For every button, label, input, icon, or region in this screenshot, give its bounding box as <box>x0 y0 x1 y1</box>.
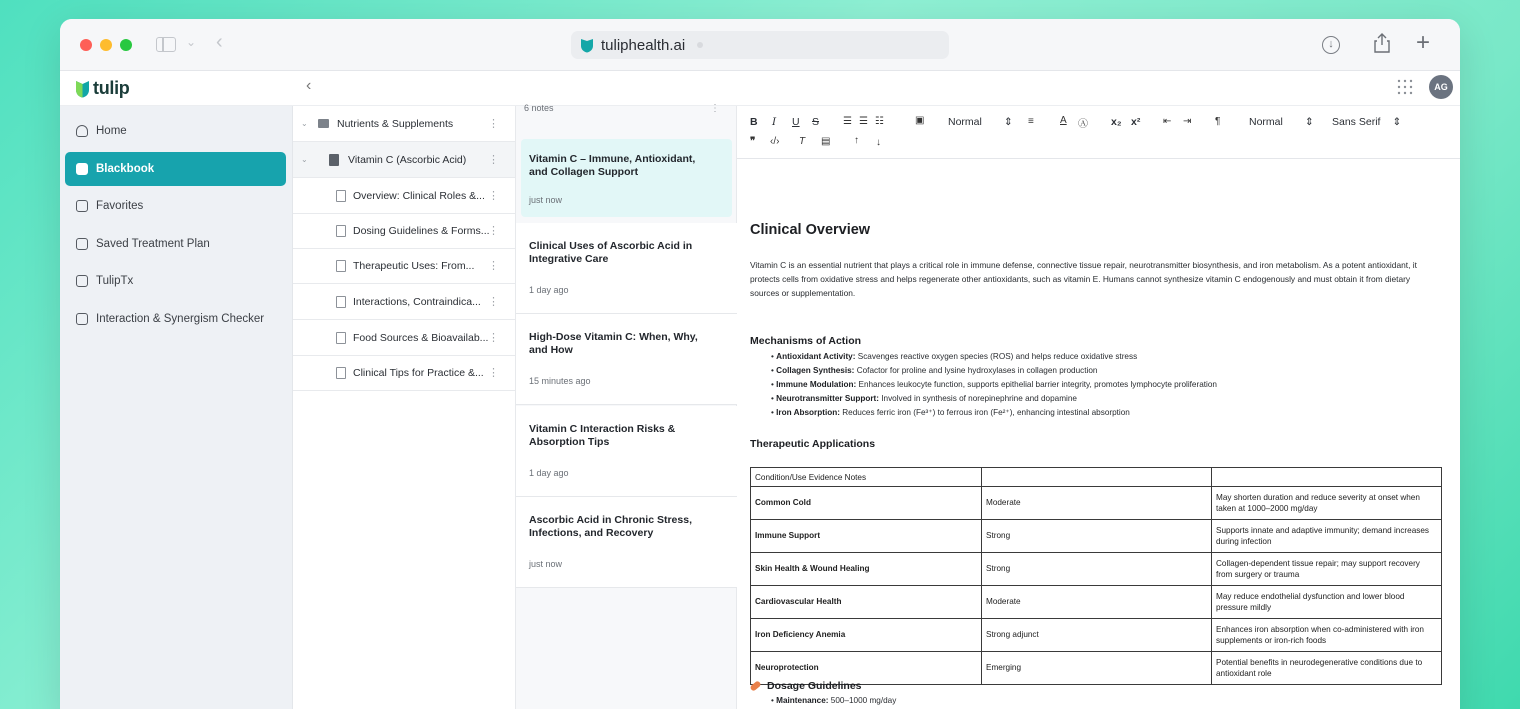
notes-count: 6 notes <box>524 103 554 113</box>
table-row <box>751 553 1442 586</box>
intro-paragraph: Vitamin C is an essential nutrient that plays a critical role in immune defense, connective tissue repair, neurotransmitter biosynthesis, and iron metabolism. As a potent antioxidant, it protects cells from oxidative stress and helps regenerate other antioxidants, such as vitamin E. Humans cannot synthesize vitamin C endogenously and must obtain it from dietary sources or supplementation. <box>750 260 1417 298</box>
notes-cell: Enhances iron absorption when co-administered with iron supplements or iron-rich foods <box>1212 619 1442 652</box>
notebook-icon <box>329 154 339 166</box>
save-icon <box>76 238 88 250</box>
more-vertical-icon[interactable]: ⋮ <box>488 118 499 130</box>
sidebar-item-favorites[interactable] <box>65 189 286 223</box>
dosage-list <box>771 694 896 708</box>
tree-doc-label: Dosing Guidelines & Forms... <box>353 224 490 237</box>
chevron-down-icon[interactable]: ⌄ <box>301 155 308 164</box>
note-time: 1 day ago <box>529 468 569 478</box>
image-icon[interactable]: ▣ <box>915 115 925 126</box>
note-title: Vitamin C – Immune, Antioxidant, and Collagen Support <box>529 153 696 178</box>
mechanisms-heading: Mechanisms of Action <box>750 335 862 347</box>
list-item-text: Cofactor for proline and lysine hydroxylases in collagen production <box>854 366 1098 376</box>
editor-toolbar <box>737 106 1460 159</box>
tulip-logo[interactable] <box>75 78 130 99</box>
list-item-text: 500–1000 mg/day <box>828 696 897 705</box>
logo-text: tulip <box>93 78 130 98</box>
table-header-cell <box>982 468 1212 487</box>
sidebar-item-label: Favorites <box>96 200 144 212</box>
clipboard-icon <box>76 275 88 287</box>
applications-table <box>750 467 1442 685</box>
list-item: • Collagen Synthesis: Cofactor for proline and lysine hydroxylases in collagen production <box>771 366 1098 376</box>
list-item-term: Immune Modulation: <box>776 380 857 390</box>
tree-doc-label: Clinical Tips for Practice &... <box>353 366 484 379</box>
blockquote-icon[interactable]: ❞ <box>750 136 756 147</box>
table-row <box>751 586 1442 619</box>
condition-cell: Skin Health & Wound Healing <box>751 553 982 586</box>
back-arrow-icon[interactable]: ‹ <box>216 31 223 53</box>
collapse-sidebar-button[interactable]: ‹ <box>306 77 312 94</box>
editor-content[interactable] <box>750 159 1450 709</box>
note-card[interactable] <box>521 139 732 217</box>
condition-cell: Cardiovascular Health <box>751 586 982 619</box>
more-vertical-icon[interactable]: ⋮ <box>488 367 499 379</box>
sidebar-item-label: Saved Treatment Plan <box>96 238 210 250</box>
applications-heading: Therapeutic Applications <box>750 438 876 450</box>
mechanisms-list <box>771 350 1217 420</box>
sidebar-item-label: TulipTx <box>96 275 134 287</box>
note-time: 15 minutes ago <box>529 376 591 386</box>
address-bar[interactable] <box>571 31 949 59</box>
document-icon <box>336 296 346 308</box>
condition-cell: Iron Deficiency Anemia <box>751 619 982 652</box>
home-icon <box>76 125 88 137</box>
note-card[interactable] <box>516 497 737 588</box>
page-status-dot <box>697 42 703 48</box>
sidebar-item-label: Home <box>96 125 127 137</box>
notes-cell: May shorten duration and reduce severity at onset when taken at 1000–2000 mg/day <box>1212 487 1442 520</box>
pill-icon <box>750 680 762 692</box>
close-window-button[interactable] <box>80 39 92 51</box>
table-row <box>751 487 1442 520</box>
bookmark-icon <box>76 200 88 212</box>
tree-book-label: Vitamin C (Ascorbic Acid) <box>348 153 467 166</box>
evidence-cell: Strong adjunct <box>982 619 1212 652</box>
italic-button[interactable]: I <box>772 116 777 128</box>
note-time: just now <box>529 559 563 569</box>
list-item-term: Iron Absorption: <box>776 408 840 418</box>
table-header-cell <box>1212 468 1442 487</box>
share-icon[interactable] <box>1374 33 1390 58</box>
condition-cell: Immune Support <box>751 520 982 553</box>
tulip-logo-icon <box>75 80 90 98</box>
notes-cell: May reduce endothelial dysfunction and lower blood pressure mildly <box>1212 586 1442 619</box>
tree-doc-label: Interactions, Contraindica... <box>353 295 481 308</box>
note-time: 1 day ago <box>529 285 569 295</box>
sidebar-item-saved-treatment-plan[interactable] <box>65 227 286 261</box>
download-icon[interactable]: ↓ <box>1322 36 1340 54</box>
list-item-text: Involved in synthesis of norepinephrine and dopamine <box>878 394 1077 404</box>
indent-icon[interactable]: ⇥ <box>1183 116 1192 127</box>
tree-folder-label: Nutrients & Supplements <box>337 117 454 130</box>
heading-select-value: Normal <box>948 116 982 128</box>
list-item-text: Reduces ferric iron (Fe³⁺) to ferrous iron (Fe²⁺), enhancing intestinal absorption <box>839 408 1130 418</box>
notes-cell: Potential benefits in neurodegenerative conditions due to antioxidant role <box>1212 652 1442 685</box>
evidence-cell: Emerging <box>982 652 1212 685</box>
align-icon[interactable]: ≡ <box>1028 116 1034 127</box>
apps-grid-icon[interactable] <box>1397 79 1413 95</box>
tree-doc-row[interactable] <box>293 284 515 320</box>
note-editor <box>737 106 1460 709</box>
highlight-color-icon[interactable]: Ⓐ <box>1078 119 1088 130</box>
heading-select[interactable] <box>948 116 1013 128</box>
sidebar-item-tuliptx[interactable] <box>65 264 286 298</box>
checklist-icon[interactable]: ☷ <box>875 116 884 127</box>
sidebar-toggle-icon[interactable] <box>156 37 176 52</box>
notes-list <box>516 103 737 709</box>
note-card[interactable] <box>516 406 737 497</box>
more-vertical-icon[interactable]: ⋮ <box>488 332 499 344</box>
text-direction-icon[interactable]: ¶ <box>1215 116 1221 127</box>
subscript-button[interactable]: x₂ <box>1111 116 1122 128</box>
note-title: Ascorbic Acid in Chronic Stress, Infections, and Recovery <box>529 514 692 539</box>
evidence-cell: Moderate <box>982 487 1212 520</box>
sidebar-item-label: Blackbook <box>96 163 155 175</box>
strikethrough-button[interactable]: S <box>812 116 820 128</box>
document-icon <box>336 367 346 379</box>
list-item-term: Neurotransmitter Support: <box>776 394 879 404</box>
arrow-up-icon[interactable]: ↑ <box>854 135 859 146</box>
sidebar-item-label: Interaction & Synergism Checker <box>96 313 265 325</box>
more-vertical-icon[interactable]: ⋮ <box>488 296 499 308</box>
tree-doc-row[interactable] <box>293 178 515 214</box>
dosage-heading: Dosage Guidelines <box>767 680 862 692</box>
size-select[interactable] <box>1249 116 1314 128</box>
list-item-text: Enhances leukocyte function, supports epithelial barrier integrity, promotes lymphocyte proliferation <box>856 380 1217 390</box>
code-icon[interactable]: ‹/› <box>770 136 780 147</box>
document-icon <box>336 190 346 202</box>
document-title: Clinical Overview <box>750 222 871 238</box>
book-icon <box>76 163 88 175</box>
evidence-cell: Strong <box>982 553 1212 586</box>
size-select-value: Normal <box>1249 116 1283 128</box>
tree-doc-label: Overview: Clinical Roles &... <box>353 189 485 202</box>
app-header <box>60 71 1460 106</box>
sidebar-item-home[interactable] <box>65 114 286 148</box>
list-item: • Antioxidant Activity: Scavenges reactive oxygen species (ROS) and helps reduce oxidative stress <box>771 352 1138 361</box>
text-color-icon[interactable]: A <box>1060 115 1067 126</box>
more-vertical-icon[interactable]: ⋮ <box>488 225 499 237</box>
tree-doc-row[interactable] <box>293 320 515 356</box>
list-item-text: Scavenges reactive oxygen species (ROS) and helps reduce oxidative stress <box>855 352 1138 361</box>
sidebar-item-blackbook[interactable] <box>65 152 286 186</box>
tree-folder-row[interactable] <box>293 106 515 142</box>
table-icon[interactable]: ▤ <box>821 136 831 147</box>
tree-doc-row[interactable] <box>293 248 515 284</box>
dosage-heading-row <box>750 680 862 692</box>
browser-window <box>60 19 1460 709</box>
note-card[interactable] <box>516 223 737 314</box>
list-item-term: Maintenance: <box>776 696 829 705</box>
list-item-term: Collagen Synthesis: <box>776 366 855 376</box>
condition-cell: Common Cold <box>751 487 982 520</box>
sidebar-item-interaction-checker[interactable] <box>65 302 286 336</box>
note-card[interactable] <box>516 314 737 405</box>
note-title: Vitamin C Interaction Risks & Absorption Tips <box>529 423 676 448</box>
condition-cell: Neuroprotection <box>751 652 982 685</box>
list-item: • Maintenance: 500–1000 mg/day <box>771 696 897 705</box>
arrow-down-icon[interactable]: ↓ <box>876 137 881 148</box>
note-time: just now <box>529 195 563 205</box>
document-icon <box>336 332 346 344</box>
more-vertical-icon[interactable]: ⋮ <box>488 260 499 272</box>
browser-titlebar <box>60 19 1460 71</box>
evidence-cell: Moderate <box>982 586 1212 619</box>
list-item: • Neurotransmitter Support: Involved in synthesis of norepinephrine and dopamine <box>771 394 1077 404</box>
new-tab-icon[interactable]: + <box>1416 29 1431 56</box>
ordered-list-icon[interactable]: ☰ <box>843 116 852 127</box>
chat-icon <box>76 313 88 325</box>
chevron-down-icon[interactable]: ⌄ <box>186 35 197 49</box>
url-text: tuliphealth.ai <box>601 37 686 54</box>
tree-doc-row[interactable] <box>293 213 515 249</box>
tree-book-row[interactable] <box>293 142 515 178</box>
blackbook-tree <box>293 106 516 709</box>
maximize-window-button[interactable] <box>120 39 132 51</box>
bold-button[interactable]: B <box>750 116 758 128</box>
bullet-list-icon[interactable]: ☰ <box>859 116 868 127</box>
tulip-shield-icon <box>580 37 594 53</box>
table-header-cell: Condition/Use Evidence Notes <box>751 468 982 487</box>
list-item-term: Antioxidant Activity: <box>776 352 856 361</box>
more-vertical-icon[interactable]: ⋮ <box>488 190 499 202</box>
tree-doc-label: Food Sources & Bioavailab... <box>353 331 489 344</box>
more-vertical-icon[interactable]: ⋮ <box>488 154 499 166</box>
table-row <box>751 619 1442 652</box>
note-title: High-Dose Vitamin C: When, Why, and How <box>529 331 698 356</box>
select-arrows-icon: ⇕ <box>1392 116 1402 128</box>
minimize-window-button[interactable] <box>100 39 112 51</box>
superscript-button[interactable]: x² <box>1131 116 1141 128</box>
list-item: • Iron Absorption: Reduces ferric iron (Fe³⁺) to ferrous iron (Fe²⁺), enhancing intestinal absorption <box>771 408 1130 418</box>
font-select-value: Sans Serif <box>1332 116 1381 128</box>
outdent-icon[interactable]: ⇤ <box>1163 116 1172 127</box>
clear-format-icon[interactable]: T <box>799 136 806 147</box>
document-icon <box>336 260 346 272</box>
notes-cell: Supports innate and adaptive immunity; demand increases during infection <box>1212 520 1442 553</box>
font-select[interactable] <box>1332 116 1401 128</box>
evidence-cell: Strong <box>982 520 1212 553</box>
table-header-row <box>751 468 1442 487</box>
document-icon <box>336 225 346 237</box>
select-arrows-icon: ⇕ <box>1003 116 1013 128</box>
tree-doc-label: Therapeutic Uses: From... <box>353 259 475 272</box>
more-vertical-icon[interactable]: ⋮ <box>710 103 720 114</box>
note-title: Clinical Uses of Ascorbic Acid in Integrative Care <box>529 240 693 265</box>
list-item: • Immune Modulation: Enhances leukocyte function, supports epithelial barrier integrity, promotes lymphocyte proliferation <box>771 380 1217 390</box>
user-avatar[interactable]: AG <box>1429 75 1453 99</box>
sidebar <box>60 106 293 709</box>
tree-doc-row[interactable] <box>293 355 515 391</box>
select-arrows-icon: ⇕ <box>1304 116 1314 128</box>
notes-cell: Collagen-dependent tissue repair; may support recovery from surgery or trauma <box>1212 553 1442 586</box>
table-row <box>751 520 1442 553</box>
chevron-down-icon[interactable]: ⌄ <box>301 119 308 128</box>
underline-button[interactable]: U <box>792 116 800 128</box>
folder-icon <box>318 119 329 128</box>
